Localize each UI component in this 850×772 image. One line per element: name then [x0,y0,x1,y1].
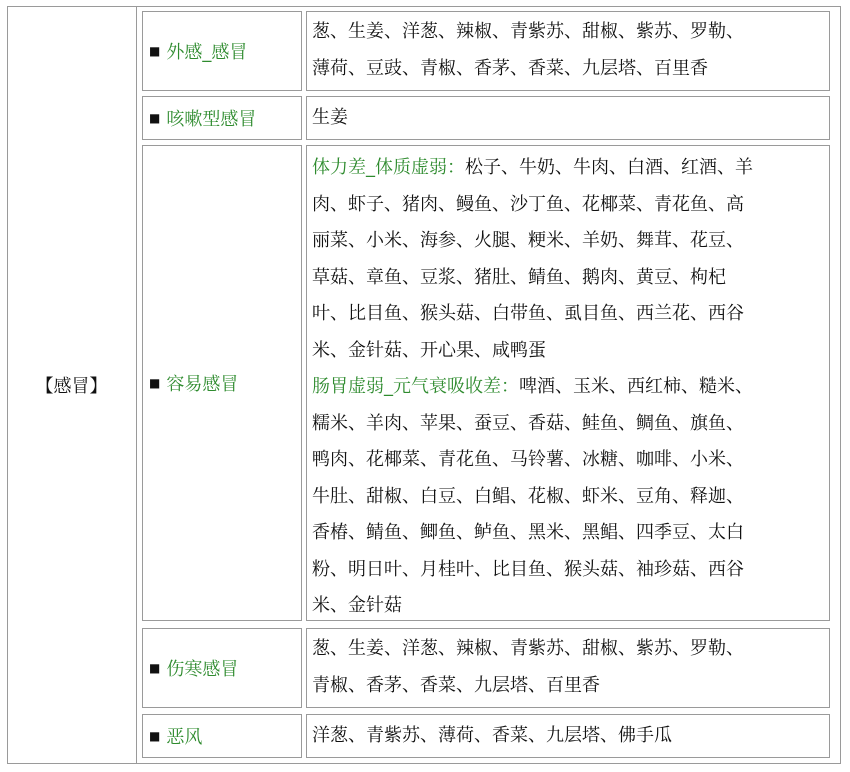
value-line: 草菇、章鱼、豆浆、猪肚、鲭鱼、鹅肉、黄豆、枸杞 [312,266,726,288]
bullet-icon: ■ [149,44,161,58]
category-label: 【感冒】 [35,376,108,397]
value-line: 香椿、鲭鱼、鲫鱼、鲈鱼、黑米、黑鲳、四季豆、太白 [312,522,744,543]
row-name-cell [142,628,302,708]
value-line: 牛肚、甜椒、白豆、白鲳、花椒、虾米、豆角、释迦、 [312,485,744,507]
value-line: 葱、生姜、洋葱、辣椒、青紫苏、甜椒、紫苏、罗勒、 [312,21,744,42]
row-name-cell [142,714,302,758]
bullet-icon: ■ [149,376,161,390]
row-name: 恶风 [166,727,203,748]
category-cell [7,6,137,764]
value-line: 米、金针菇 [312,595,402,616]
row-name-cell [142,11,302,91]
row-name: 外感_感冒 [166,42,248,63]
group-label: 体力差_体质虚弱： [312,157,465,178]
row-name: 容易感冒 [166,374,239,395]
row-name-cell [142,96,302,140]
value-line: 洋葱、青紫苏、薄荷、香菜、九层塔、佛手瓜 [312,724,672,746]
row-name: 伤寒感冒 [166,659,239,680]
value-line: 丽菜、小米、海参、火腿、粳米、羊奶、舞茸、花豆、 [312,230,744,251]
value-line: 葱、生姜、洋葱、辣椒、青紫苏、甜椒、紫苏、罗勒、 [312,638,744,659]
row-value-cell [306,145,830,621]
row-name: 咳嗽型感冒 [166,109,257,130]
value-line: 鸭肉、花椰菜、青花鱼、马铃薯、冰糖、咖啡、小米、 [312,449,744,470]
row-name-cell [142,145,302,621]
value-line: 米、金针菇、开心果、咸鸭蛋 [312,339,546,361]
value-line: 肉、虾子、猪肉、鳗鱼、沙丁鱼、花椰菜、青花鱼、高 [312,193,744,215]
bullet-icon: ■ [149,661,161,675]
bullet-icon: ■ [149,729,161,743]
value-line: 生姜 [312,106,348,128]
value-line: 糯米、羊肉、苹果、蚕豆、香菇、鲑鱼、鲷鱼、旗鱼、 [312,412,744,434]
value-line: 体力差_体质虚弱：松子、牛奶、牛肉、白酒、红酒、羊 [312,157,753,178]
row-value-cell [306,11,830,91]
value-line: 肠胃虚弱_元气衰吸收差：啤酒、玉米、西红柿、糙米、 [312,376,753,397]
value-line: 叶、比目鱼、猴头菇、白带鱼、虱目鱼、西兰花、西谷 [312,303,744,324]
value-line: 薄荷、豆豉、青椒、香茅、香菜、九层塔、百里香 [312,57,708,79]
row-value-cell [306,714,830,758]
row-value-cell [306,96,830,140]
group-label: 肠胃虚弱_元气衰吸收差： [312,376,519,397]
value-line: 青椒、香茅、香菜、九层塔、百里香 [312,674,600,696]
value-line: 粉、明日叶、月桂叶、比目鱼、猴头菇、袖珍菇、西谷 [312,558,744,580]
row-value-cell [306,628,830,708]
bullet-icon: ■ [149,111,161,125]
